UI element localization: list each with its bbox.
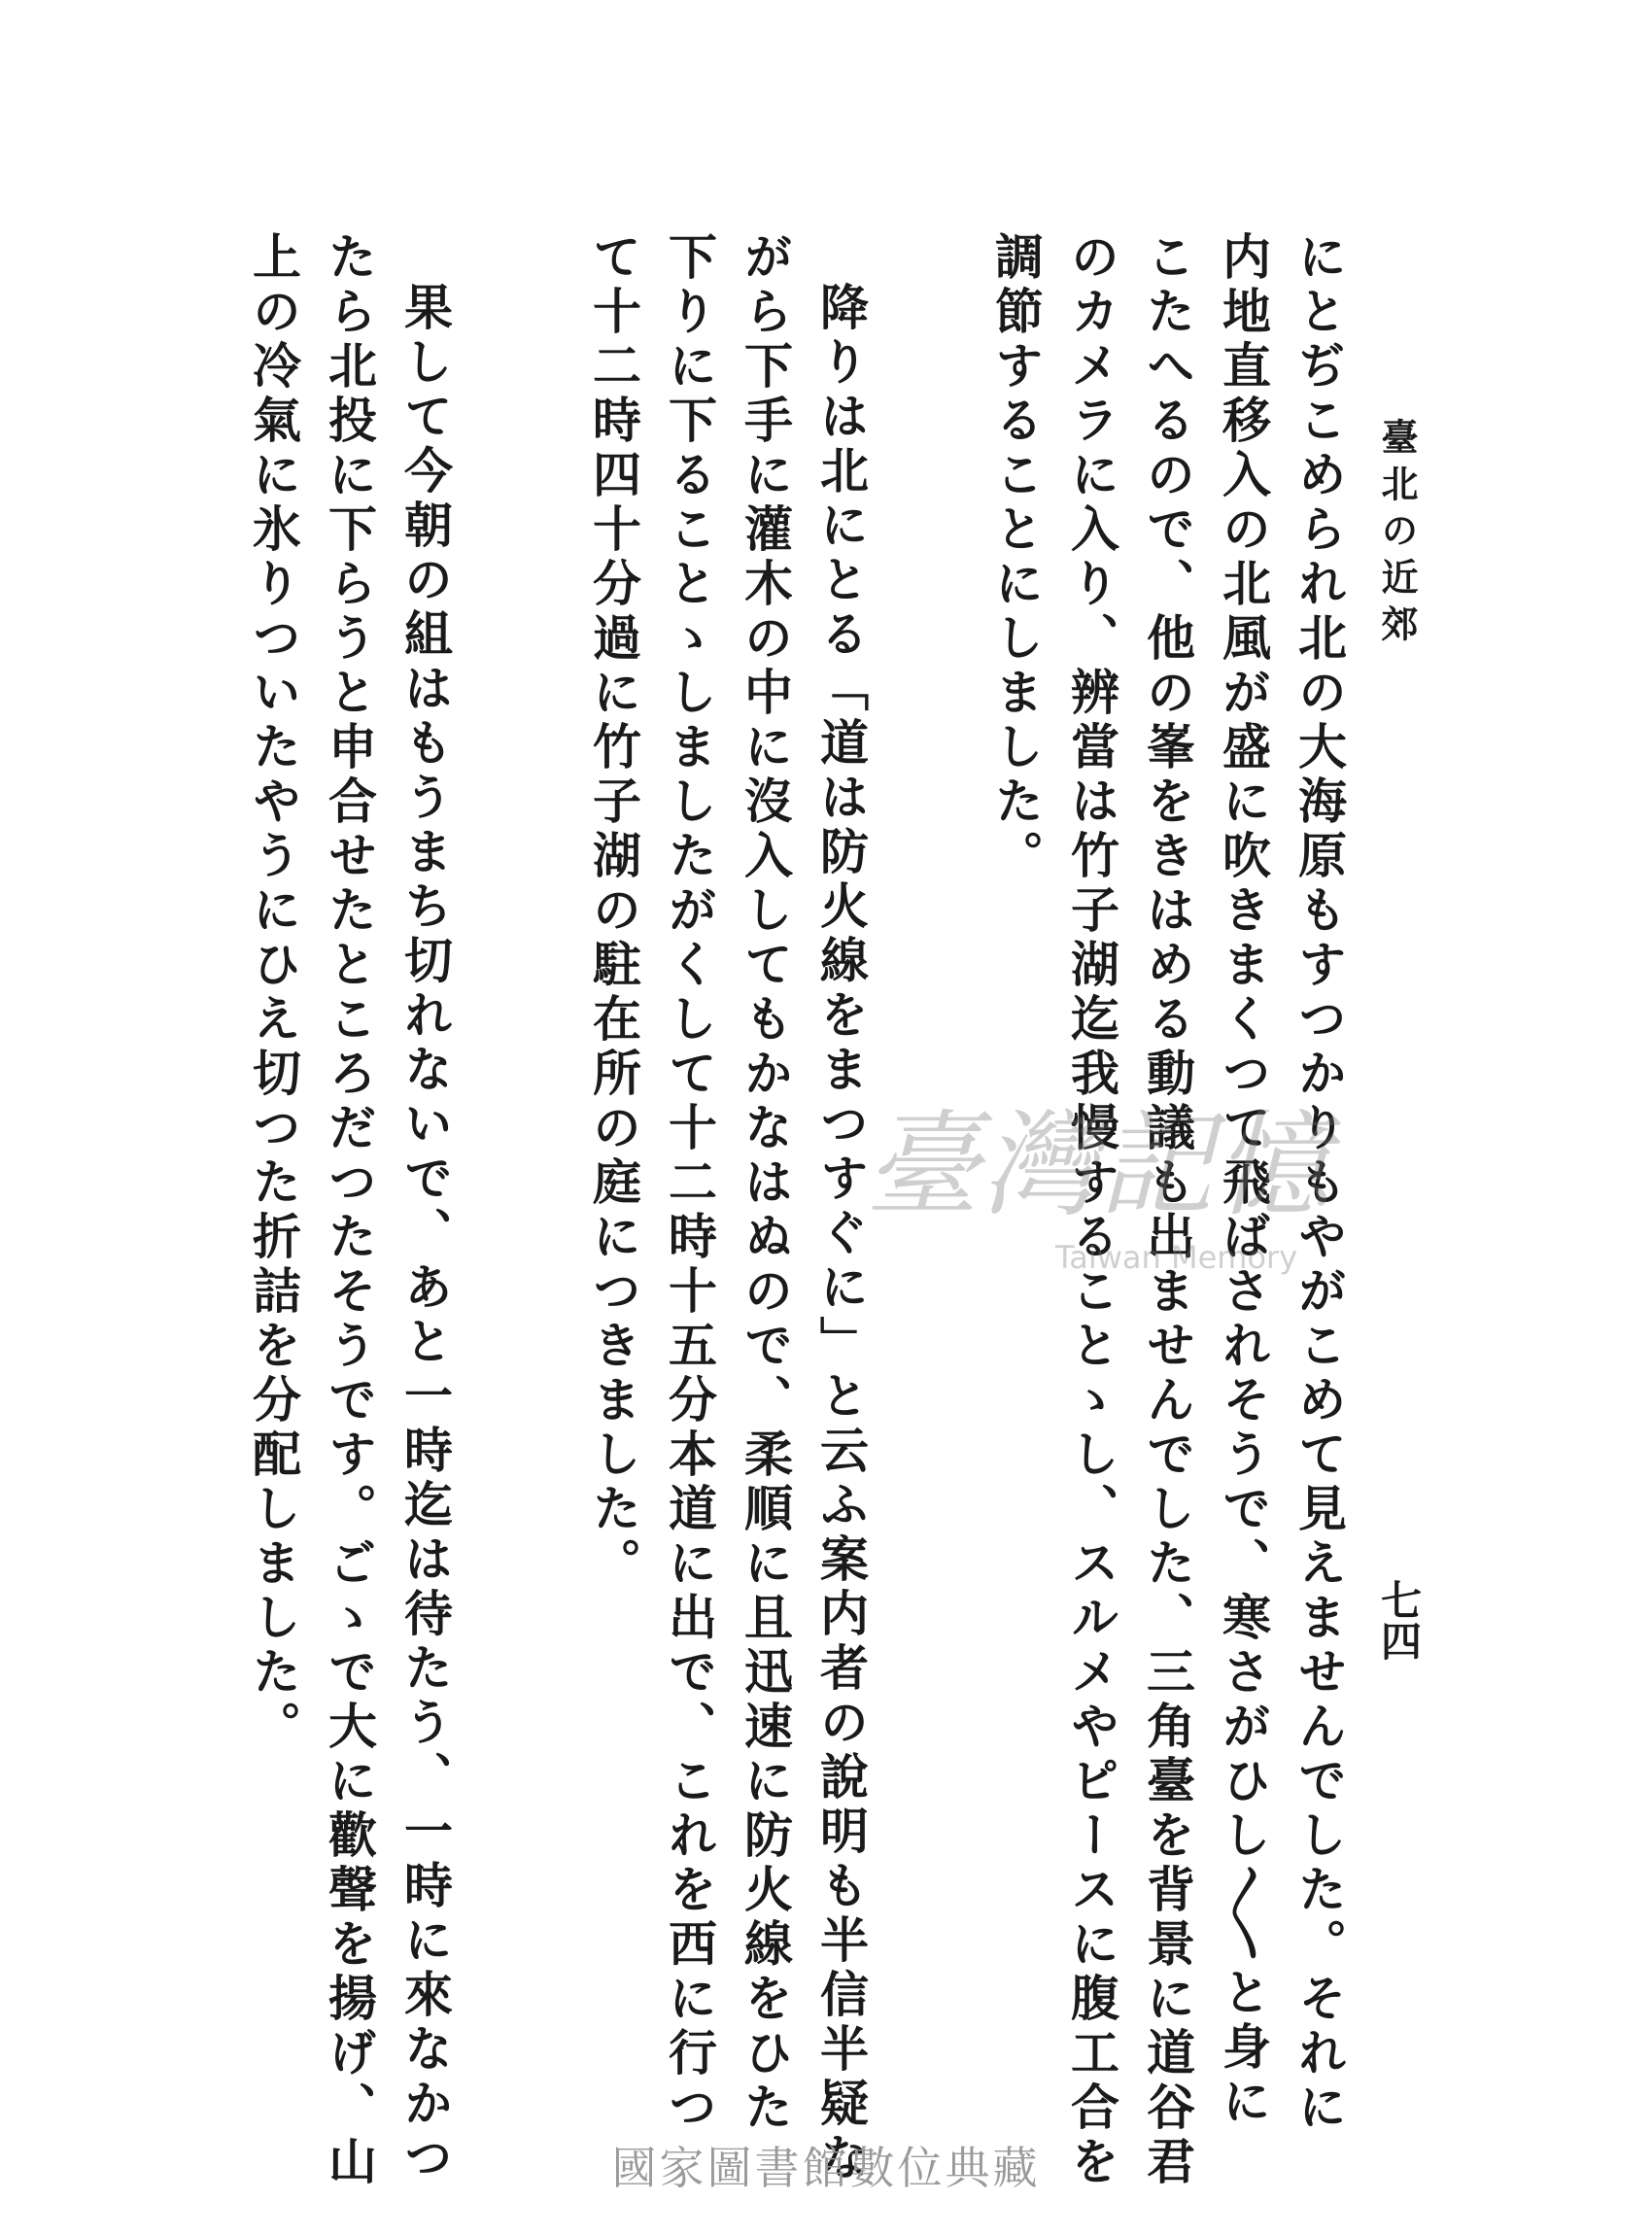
text-line: 内地直移入の北風が盛に吹きまくつて飛ばされそうで、寒さがひし〳〵と身に [1215,231,1272,2130]
watermark-subtitle: Taiwan Memory [1055,1239,1298,1276]
text-line: て十二時四十分過に竹子湖の駐在所の庭につきました。 [585,231,642,1592]
watermark-title: 臺灣記憶 [865,1098,1332,1232]
text-line: 果して今朝の組はもうまち切れないで、あと一時迄は待たう、一時に來なかつ [396,282,454,2186]
text-line: 調節することにしました。 [987,231,1045,884]
text-line: 上の冷氣に氷りついたやうにひえ切つた折詰を分配しました。 [245,231,302,1755]
text-line: たら北投に下らうと申合せたところだつたそうです。ごゝで大に歡聲を揚げ、山 [321,231,378,2190]
page-number: 七四 [1375,1579,1423,1661]
footer-archive-label: 國家圖書館數位典藏 [611,2142,1041,2194]
text-line: 下りに下ることゝしましたがくして十二時十五分本道に出で、これを西に行つ [661,231,718,2136]
text-line: のカメラに入り、辨當は竹子湖迄我慢することゝし、スルメやピースに腹工合を [1063,231,1120,2190]
text-line: こたへるので、他の峯をきはめる動議も出ませんでした、三角臺を背景に道谷君 [1139,231,1196,2190]
running-title: 臺北の近郊 [1375,418,1419,651]
text-line: 降りは北にとる「道は防火線をまつすぐに」と云ふ案内者の說明も半信半疑な [812,282,870,2186]
text-line: がら下手に灌木の中に沒入してもかなはぬので、柔順に且迅速に防火線をひた [737,231,794,2136]
text-line: にとぢこめられ北の大海原もすつかりもやがこめて見えませんでした。それに [1291,231,1348,2136]
taiwan-memory-watermark [865,1098,1332,1283]
